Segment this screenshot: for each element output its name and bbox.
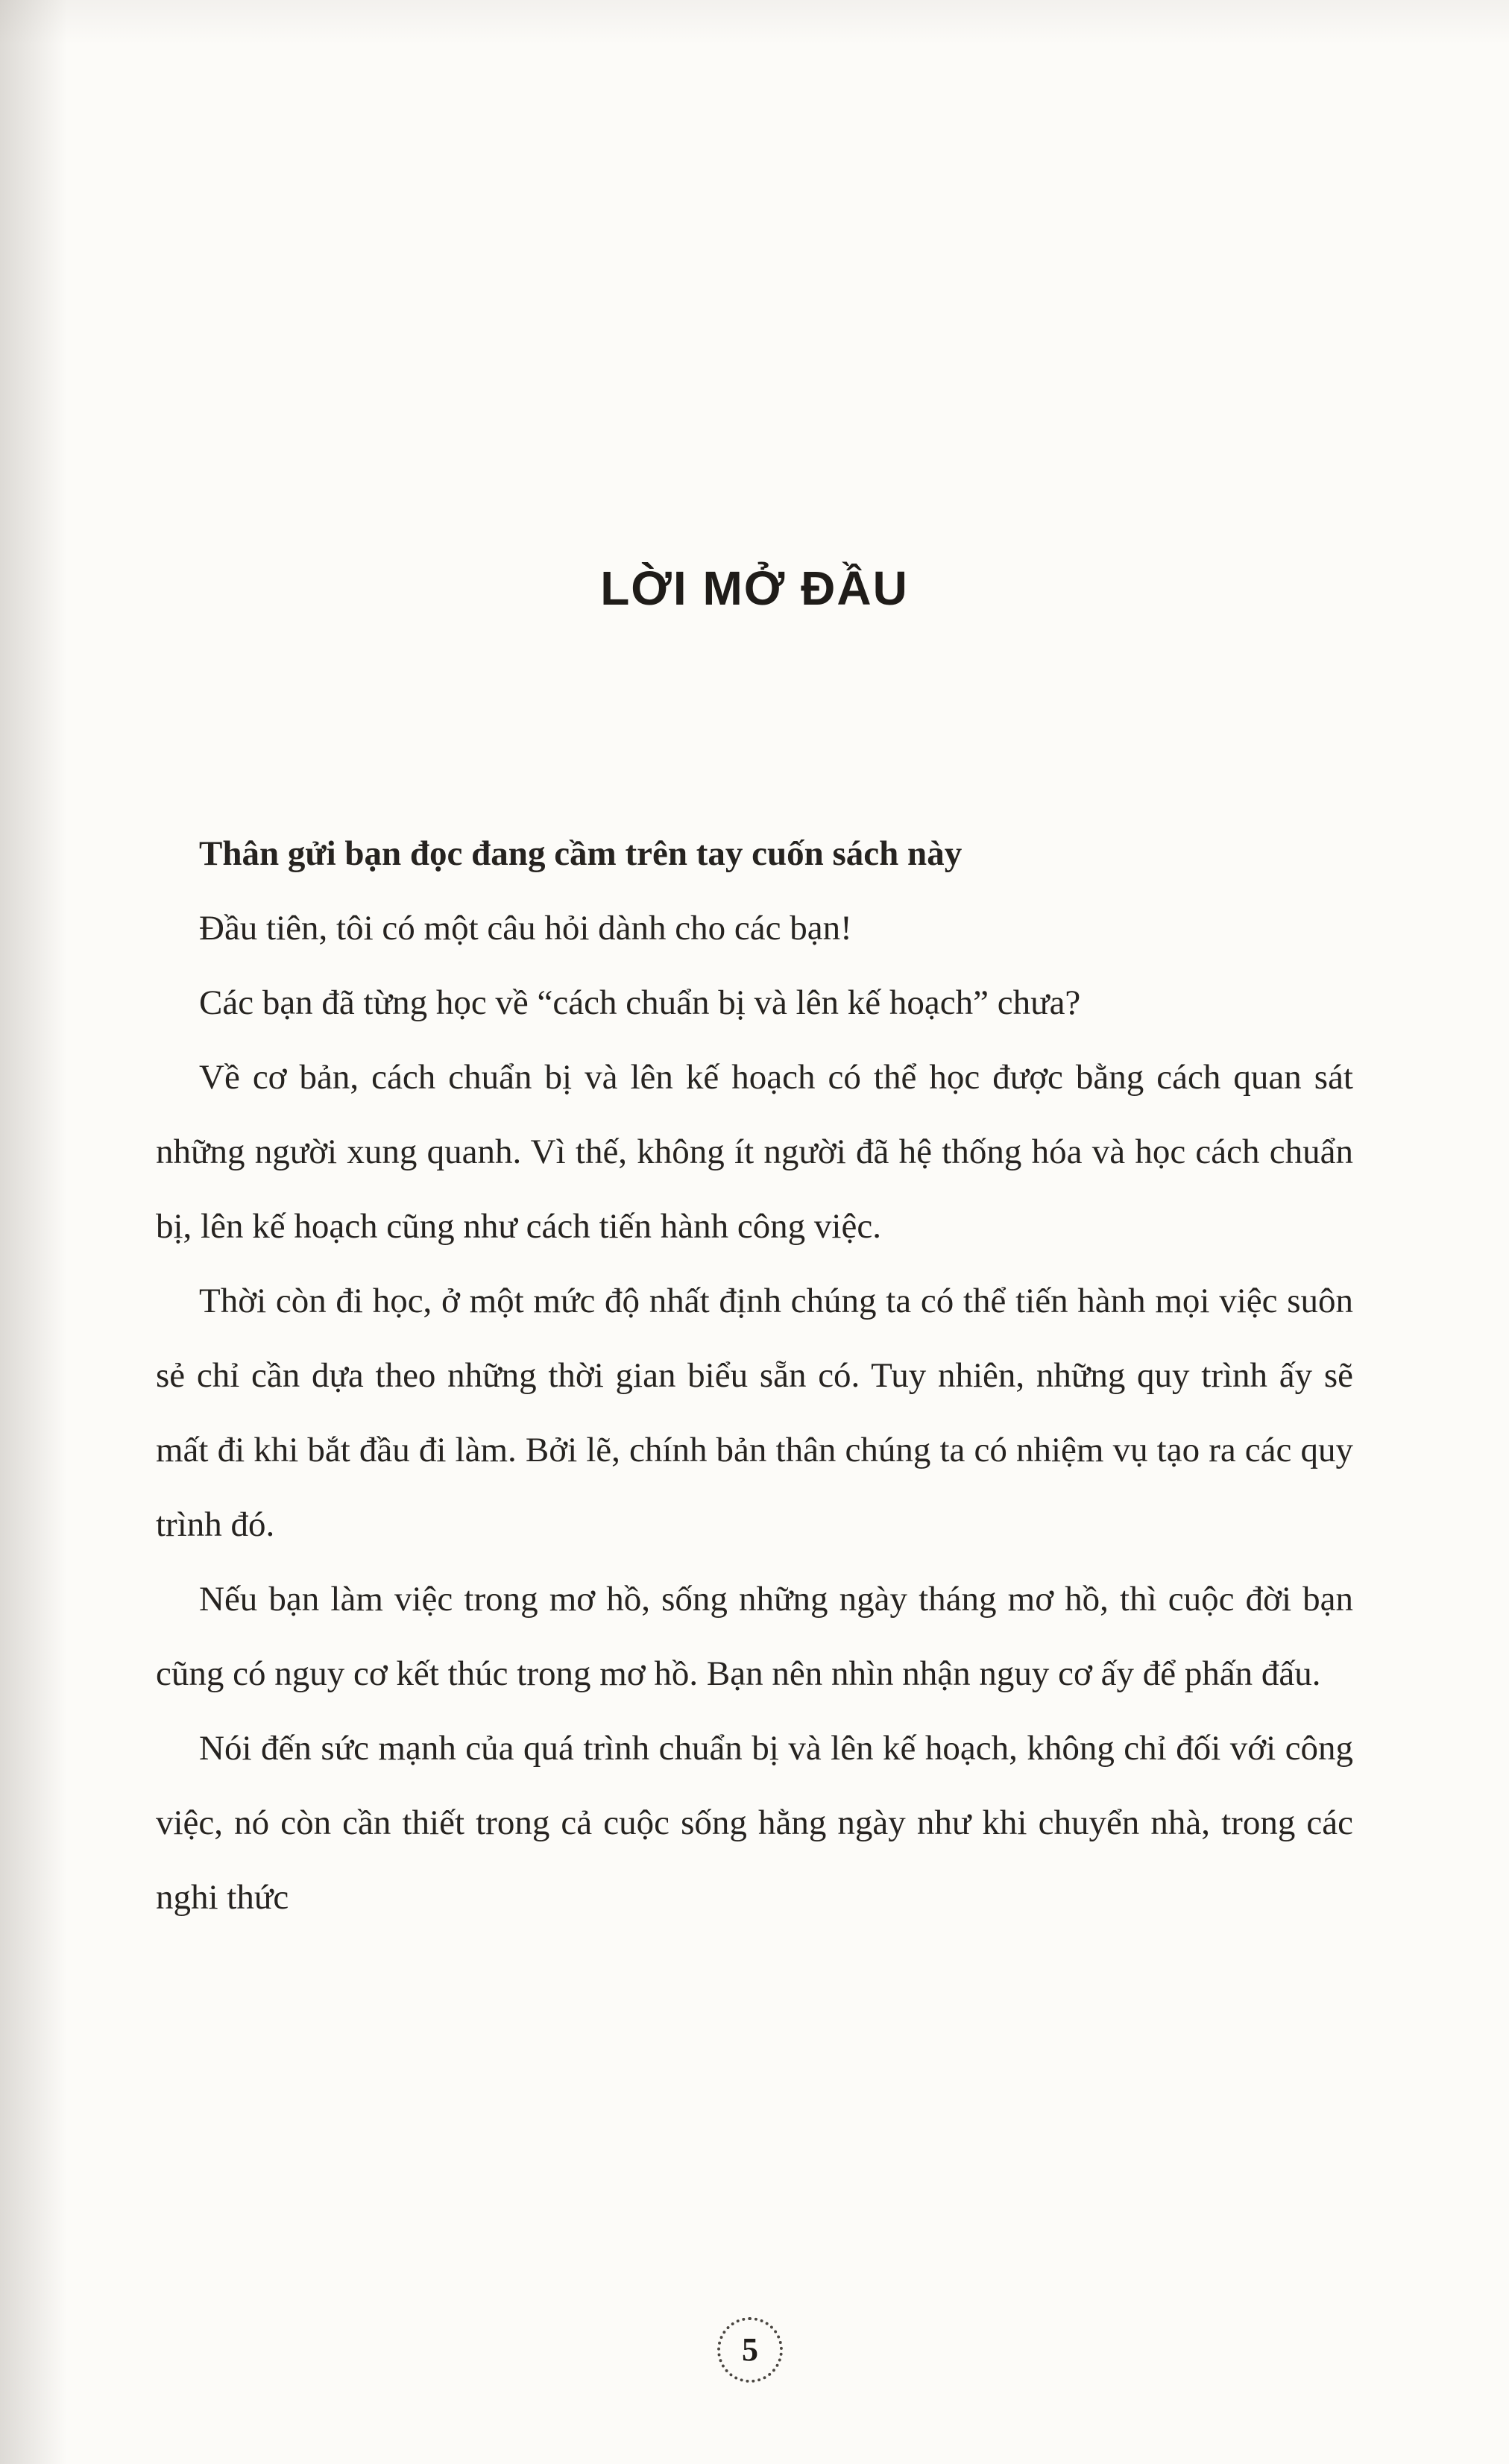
page-number: 5 [742,2331,758,2368]
paragraph: Thân gửi bạn đọc đang cầm trên tay cuốn sách này [199,834,963,873]
paragraph: Thời còn đi học, ở một mức độ nhất định chúng ta có thể tiến hành mọi việc suôn sẻ chỉ cần dựa theo những thời gian biểu sẵn có. Tuy nhiên, những quy trình ấy sẽ mất đi khi bắt đầu đi làm. Bởi lẽ, chính bản thân chúng ta có nhiệm vụ tạo ra các quy trình đó. [156,1282,1353,1544]
paragraph: Về cơ bản, cách chuẩn bị và lên kế hoạch có thể học được bằng cách quan sát những người xung quanh. Vì thế, không ít người đã hệ thống hóa và học cách chuẩn bị, lên kế hoạch cũng như cách tiến hành công việc. [156,1058,1353,1246]
page-edge-shadow [0,0,1509,45]
page-body [156,816,1353,1935]
paragraph: Đầu tiên, tôi có một câu hỏi dành cho các bạn! [199,909,852,948]
paragraph: Các bạn đã từng học về “cách chuẩn bị và lên kế hoạch” chưa? [199,983,1081,1022]
page-binding-shadow [0,0,67,2464]
paragraph: Nếu bạn làm việc trong mơ hồ, sống những ngày tháng mơ hồ, thì cuộc đời bạn cũng có nguy cơ kết thúc trong mơ hồ. Bạn nên nhìn nhận nguy cơ ấy để phấn đấu. [156,1580,1353,1693]
chapter-title: LỜI MỞ ĐẦU [600,561,909,615]
paragraph: Nói đến sức mạnh của quá trình chuẩn bị và lên kế hoạch, không chỉ đối với công việc, nó còn cần thiết trong cả cuộc sống hằng ngày như khi chuyển nhà, trong các nghi thức [156,1729,1353,1917]
page-number-badge [717,2317,783,2383]
